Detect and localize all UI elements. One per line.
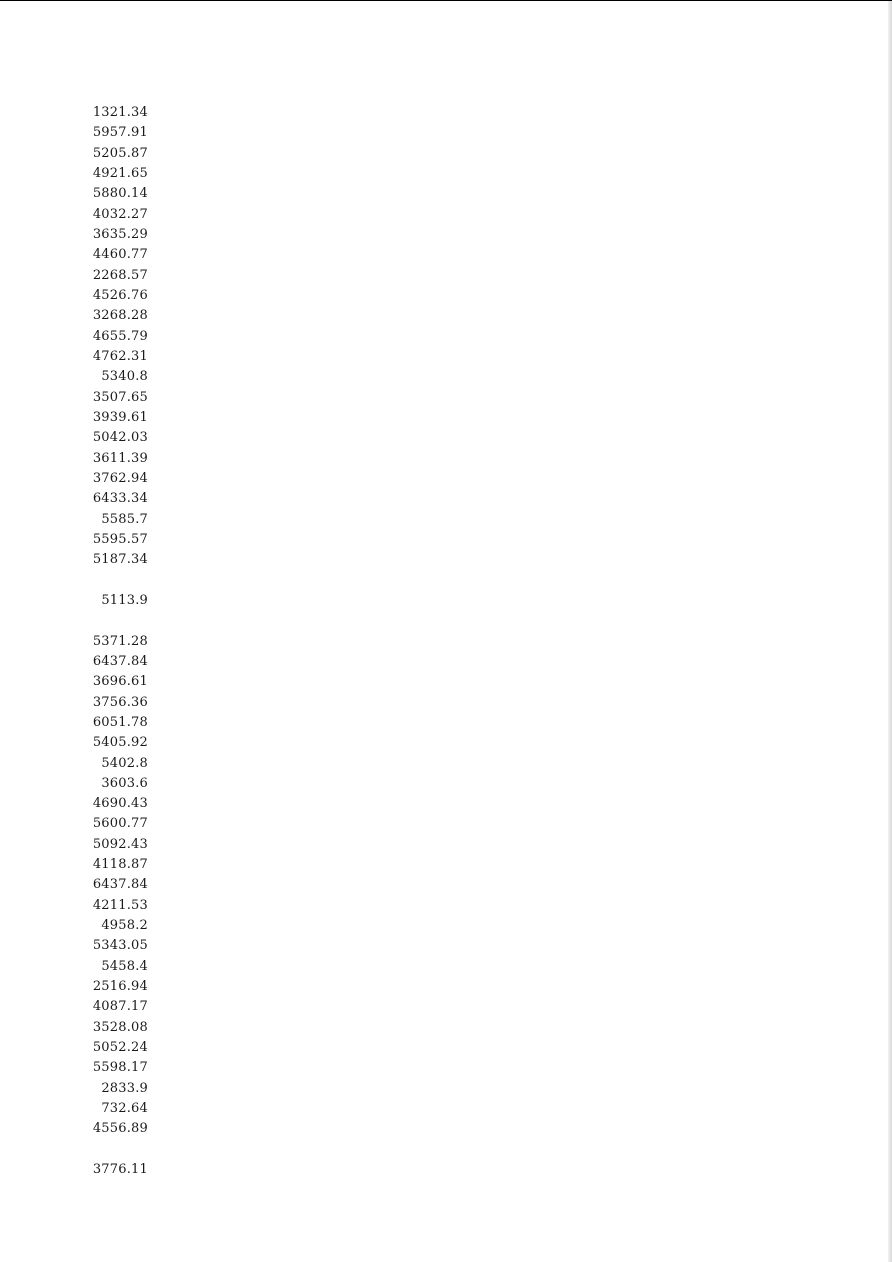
value-cell: 3756.36 bbox=[92, 694, 148, 710]
value-cell: 6437.84 bbox=[92, 877, 148, 893]
value-cell: 2516.94 bbox=[92, 979, 148, 995]
value-cell: 3507.65 bbox=[92, 389, 148, 405]
value-cell: 5340.8 bbox=[101, 369, 148, 385]
value-cell: 5113.9 bbox=[101, 592, 148, 608]
value-cell: 3776.11 bbox=[92, 1162, 148, 1178]
value-column bbox=[80, 103, 148, 1180]
value-cell: 5600.77 bbox=[92, 816, 148, 832]
top-border bbox=[0, 0, 892, 1]
value-cell: 3528.08 bbox=[92, 1019, 148, 1035]
value-cell: 4958.2 bbox=[101, 918, 148, 934]
value-cell: 6051.78 bbox=[92, 714, 148, 730]
value-cell: 5585.7 bbox=[101, 511, 148, 527]
value-cell: 5205.87 bbox=[92, 145, 148, 161]
value-cell: 2268.57 bbox=[92, 267, 148, 283]
value-cell: 5598.17 bbox=[92, 1060, 148, 1076]
value-cell: 3762.94 bbox=[92, 470, 148, 486]
value-cell: 4921.65 bbox=[92, 165, 148, 181]
value-cell: 5880.14 bbox=[92, 186, 148, 202]
value-cell: 4556.89 bbox=[92, 1121, 148, 1137]
value-cell: 1321.34 bbox=[92, 105, 148, 120]
value-cell: 5595.57 bbox=[92, 531, 148, 547]
value-cell: 6437.84 bbox=[92, 653, 148, 669]
value-cell: 5405.92 bbox=[92, 735, 148, 751]
value-cell: 5052.24 bbox=[92, 1040, 148, 1056]
value-cell: 4690.43 bbox=[92, 796, 148, 812]
value-cell: 3635.29 bbox=[92, 226, 148, 242]
page-right-edge bbox=[888, 1, 892, 1262]
value-cell: 2833.9 bbox=[101, 1080, 148, 1096]
value-cell: 4211.53 bbox=[92, 897, 148, 913]
value-cell: 5957.91 bbox=[92, 125, 148, 141]
value-cell: 4526.76 bbox=[92, 287, 148, 303]
value-cell: 5092.43 bbox=[92, 836, 148, 852]
value-cell: 4118.87 bbox=[92, 857, 148, 873]
value-cell: 3939.61 bbox=[92, 409, 148, 425]
value-cell: 5042.03 bbox=[92, 430, 148, 446]
value-cell: 3603.6 bbox=[101, 775, 148, 791]
value-cell: 3696.61 bbox=[92, 674, 148, 690]
value-cell: 4762.31 bbox=[92, 348, 148, 364]
value-cell: 3611.39 bbox=[92, 450, 148, 466]
value-cell: 6433.34 bbox=[92, 491, 148, 507]
value-cell: 4655.79 bbox=[92, 328, 148, 344]
value-cell: 5402.8 bbox=[101, 755, 148, 771]
value-cell: 4087.17 bbox=[92, 999, 148, 1015]
value-cell: 5458.4 bbox=[101, 958, 148, 974]
value-cell: 5371.28 bbox=[92, 633, 148, 649]
value-cell: 732.64 bbox=[101, 1101, 148, 1117]
value-cell: 5187.34 bbox=[92, 552, 148, 568]
value-cell: 4032.27 bbox=[92, 206, 148, 222]
value-cell: 3268.28 bbox=[92, 308, 148, 324]
value-cell: 5343.05 bbox=[92, 938, 148, 954]
empty-cell bbox=[80, 1140, 148, 1160]
empty-cell bbox=[80, 571, 148, 591]
empty-cell bbox=[80, 611, 148, 631]
value-cell: 4460.77 bbox=[92, 247, 148, 263]
